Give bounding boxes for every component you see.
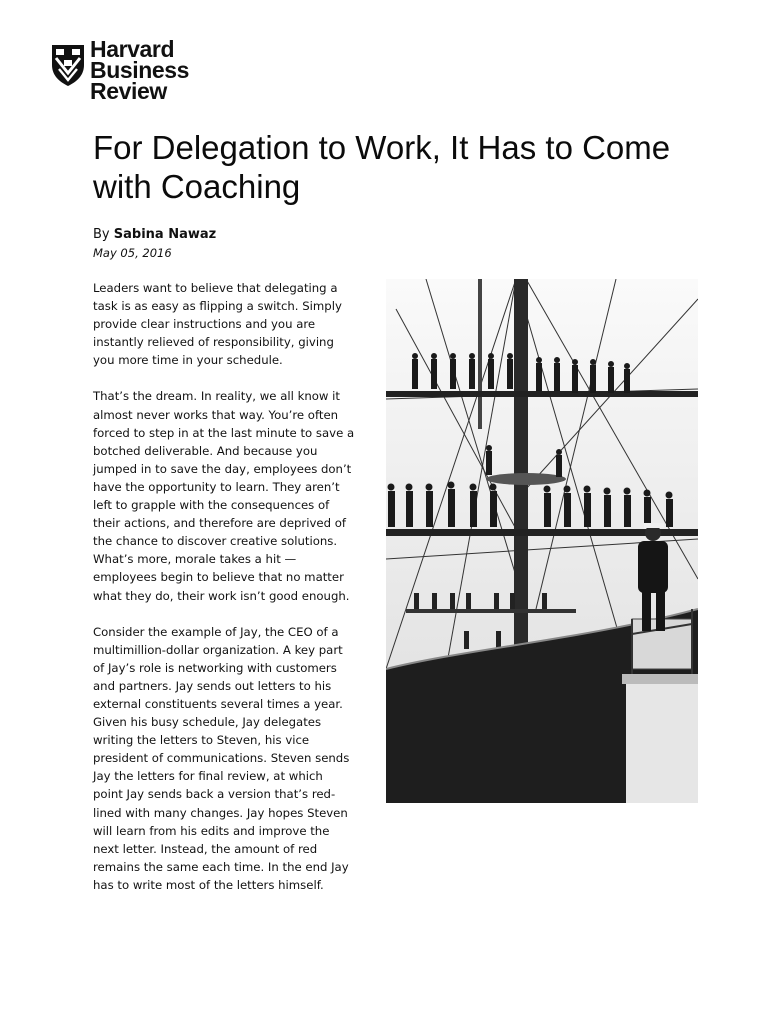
logo-line-3: Review [90,78,167,104]
byline-prefix: By [93,227,110,242]
article-body [93,279,377,912]
paragraph-3: Consider the example of Jay, the CEO of a multimillion-dollar organization. A key part of Jay’s role is networking with customers and partners. Jay sends out letters to his external constituents several times a year. Given his busy schedule, Jay delegates writing the letters to Steven, his vice president of communications. Steven sends Jay the letters for final review, at which point Jay sends back a version that’s red- lined with many changes. Jay hopes Steven will learn from his edits and improve the next letter. Instead, the amount of red remains the same each time. In the end Jay has to write most of the letters himself. [93,624,350,892]
harvard-shield-icon [50,43,86,87]
logo-line-1: Harvard [90,36,175,62]
publish-date: May 05, 2016 [93,246,172,260]
article-title: For Delegation to Work, It Has to Come with Coaching [93,129,671,205]
logo-line-2: Business [90,57,190,83]
logo-wordmark [90,36,190,104]
paragraph-2: That’s the dream. In reality, we all know it almost never works that way. You’re often forced to step in at the last minute to save a botched deliverable. And because you jumped in to save the day, employees don’t have the opportunity to learn. They aren’t left to grapple with the consequences of their actions, and therefore are deprived of the chance to discover creative solutions. What’s more, morale takes a hit — employees begin to believe that no matter what they do, their work isn’t good enough. [93,389,355,603]
byline [93,227,216,242]
author-name: Sabina Nawaz [113,227,217,242]
sailors-on-ship-mast-photo [386,279,698,803]
paragraph-1: Leaders want to believe that delegating a task is as easy as flipping a switch. Simply provide clear instructions and you are instantly relieved of responsibility, giving you more time in your schedule. [93,281,342,368]
